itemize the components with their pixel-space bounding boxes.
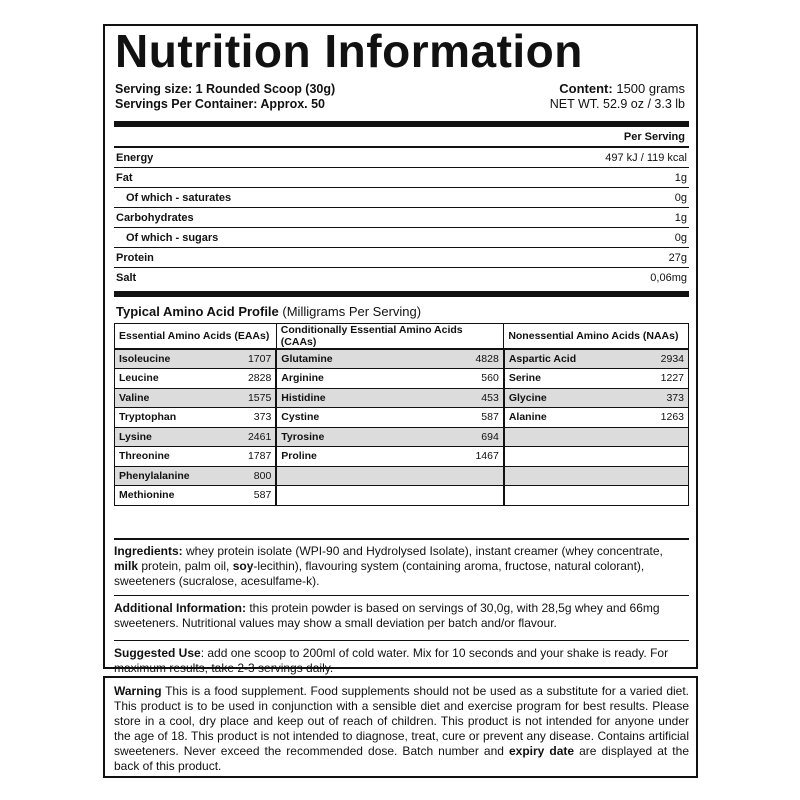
- nutrition-label: Of which - saturates: [126, 192, 232, 204]
- content-label: Content:: [559, 81, 613, 96]
- net-weight: NET WT. 52.9 oz / 3.3 lb: [549, 97, 685, 111]
- nutrition-label: Salt: [116, 272, 137, 284]
- amino-acid-value: 2828: [234, 369, 276, 389]
- amino-acid-value: [639, 466, 689, 486]
- nutrition-value: 0g: [674, 232, 687, 244]
- warning-panel: [103, 676, 698, 778]
- ingredients-part: -lecithin), flavouring system (containing aroma, fructose, natural colorant), sweeteners (sucralose, acesulfame-k).: [114, 559, 645, 588]
- amino-acid-name: [504, 427, 639, 447]
- amino-acid-title: [116, 304, 421, 319]
- nutrition-label: Fat: [116, 172, 133, 184]
- amino-acid-name: Serine: [504, 369, 639, 389]
- allergen-milk: milk: [114, 559, 139, 573]
- naa-header: Nonessential Amino Acids (NAAs): [504, 324, 689, 350]
- thick-divider: [114, 121, 689, 127]
- amino-acid-name: [504, 486, 639, 506]
- amino-acid-name: Aspartic Acid: [504, 349, 639, 369]
- amino-acid-name: Methionine: [115, 486, 235, 506]
- amino-acid-name: Glycine: [504, 388, 639, 408]
- amino-acid-name: Histidine: [276, 388, 456, 408]
- amino-acid-value: [456, 486, 504, 506]
- amino-acid-value: 1263: [639, 408, 689, 428]
- amino-acid-value: 1575: [234, 388, 276, 408]
- warning-body-end: are displayed at the back of this product.: [114, 744, 689, 773]
- amino-table-row: [115, 466, 689, 486]
- servings-per-container: Servings Per Container: Approx. 50: [115, 97, 326, 111]
- nutrition-value: 27g: [668, 252, 687, 264]
- amino-acid-value: 587: [234, 486, 276, 506]
- nutrition-label: Protein: [116, 252, 154, 264]
- eaa-header: Essential Amino Acids (EAAs): [115, 324, 277, 350]
- nutrition-label: Of which - sugars: [126, 232, 219, 244]
- expiry-date-label: expiry date: [508, 744, 575, 758]
- amino-acid-name: Valine: [115, 388, 235, 408]
- amino-acid-name: Proline: [276, 447, 456, 467]
- amino-acid-name: Glutamine: [276, 349, 456, 369]
- warning-text: [114, 684, 689, 774]
- amino-acid-name: Lysine: [115, 427, 235, 447]
- amino-acid-name: Tryptophan: [115, 408, 235, 428]
- amino-acid-name: [504, 466, 639, 486]
- amino-table-row: [115, 408, 689, 428]
- nutrition-row-salt: [114, 268, 689, 288]
- amino-acid-value: 560: [456, 369, 504, 389]
- nutrition-value: 0g: [674, 192, 687, 204]
- amino-acid-value: 2461: [234, 427, 276, 447]
- ingredients-text: [114, 544, 689, 589]
- ingredients-part: protein, palm oil,: [138, 559, 233, 573]
- nutrition-value: 1g: [674, 172, 687, 184]
- nutrition-row-sugars: [114, 228, 689, 248]
- amino-acid-value: [639, 486, 689, 506]
- amino-acid-name: [504, 447, 639, 467]
- amino-acid-name: Phenylalanine: [115, 466, 235, 486]
- per-serving-header: Per Serving: [623, 131, 685, 143]
- amino-acid-value: 694: [456, 427, 504, 447]
- nutrition-row-carbohydrates: [114, 208, 689, 228]
- amino-acid-name: Isoleucine: [115, 349, 235, 369]
- nutrition-label: Energy: [116, 152, 154, 164]
- amino-acid-name: Leucine: [115, 369, 235, 389]
- nutrition-row-energy: [114, 148, 689, 168]
- suggested-use-text: [114, 646, 689, 676]
- amino-table-row: [115, 349, 689, 369]
- nutrition-value: 1g: [674, 212, 687, 224]
- amino-acid-value: 4828: [456, 349, 504, 369]
- section-divider: [114, 640, 689, 641]
- amino-acid-value: 1227: [639, 369, 689, 389]
- nutrition-value: 497 kJ / 119 kcal: [605, 152, 687, 164]
- amino-table-row: [115, 486, 689, 506]
- nutrition-row-fat: [114, 168, 689, 188]
- amino-acid-value: 1787: [234, 447, 276, 467]
- allergen-soy: soy: [232, 559, 254, 573]
- amino-table-header: [115, 324, 689, 350]
- nutrition-row-saturates: [114, 188, 689, 208]
- nutrition-row-protein: [114, 248, 689, 268]
- amino-title-bold: Typical Amino Acid Profile: [116, 304, 279, 319]
- amino-acid-name: [276, 466, 456, 486]
- amino-acid-name: Tyrosine: [276, 427, 456, 447]
- additional-label: Additional Information:: [114, 601, 246, 615]
- nutrition-panel: [103, 24, 698, 675]
- amino-table-row: [115, 447, 689, 467]
- amino-acid-value: [639, 447, 689, 467]
- thick-divider: [114, 291, 689, 297]
- suggested-label: Suggested Use: [114, 646, 201, 660]
- amino-table-row: [115, 388, 689, 408]
- suggested-body: : add one scoop to 200ml of cold water. Mix for 10 seconds and your shake is ready. For maximum results, take 2-3 servings daily.: [114, 646, 669, 675]
- nutrition-value: 0,06mg: [650, 272, 687, 284]
- content-value: 1500 grams: [616, 81, 685, 96]
- warning-body: This is a food supplement. Food supplements should not be used as a substitute for a varied diet. This product is to be used in conjunction with a sensible diet and exercise program for best results. Please store in a cool, dry place and keep out of reach of children. This product is not intended for anyone under the age of 18. This product is not intended to diagnose, treat, cure or prevent any disease. Contains artificial sweeteners. Never exceed the recommended dose. Batch number and: [114, 684, 689, 758]
- additional-body: this protein powder is based on servings of 30,0g, with 28,5g whey and 66mg sweeteners. Nutritional values may show a small deviation per batch and/or flavour.: [114, 601, 660, 630]
- amino-acid-value: 453: [456, 388, 504, 408]
- amino-acid-value: 1707: [234, 349, 276, 369]
- additional-information-text: [114, 601, 689, 631]
- amino-acid-value: 2934: [639, 349, 689, 369]
- amino-acid-name: Alanine: [504, 408, 639, 428]
- amino-table-row: [115, 427, 689, 447]
- section-divider: [114, 538, 689, 540]
- amino-acid-table: [114, 323, 689, 506]
- section-divider: [114, 595, 689, 596]
- amino-acid-name: [276, 486, 456, 506]
- amino-acid-value: 373: [639, 388, 689, 408]
- amino-table-row: [115, 369, 689, 389]
- amino-acid-value: 800: [234, 466, 276, 486]
- serving-size: Serving size: 1 Rounded Scoop (30g): [115, 82, 336, 96]
- amino-acid-value: [456, 466, 504, 486]
- amino-acid-name: Threonine: [115, 447, 235, 467]
- nutrition-label: Carbohydrates: [116, 212, 194, 224]
- amino-acid-value: 587: [456, 408, 504, 428]
- amino-title-unit: (Milligrams Per Serving): [278, 304, 422, 319]
- page-title: Nutrition Information: [115, 25, 583, 77]
- amino-acid-value: 1467: [456, 447, 504, 467]
- warning-label: Warning: [114, 684, 162, 698]
- amino-acid-value: [639, 427, 689, 447]
- content-weight: [559, 81, 685, 96]
- amino-acid-name: Cystine: [276, 408, 456, 428]
- amino-acid-name: Arginine: [276, 369, 456, 389]
- ingredients-label: Ingredients:: [114, 544, 183, 558]
- ingredients-part: whey protein isolate (WPI-90 and Hydrolysed Isolate), instant creamer (whey concentrate,: [182, 544, 663, 558]
- amino-acid-value: 373: [234, 408, 276, 428]
- caa-header: Conditionally Essential Amino Acids (CAAs): [276, 324, 504, 350]
